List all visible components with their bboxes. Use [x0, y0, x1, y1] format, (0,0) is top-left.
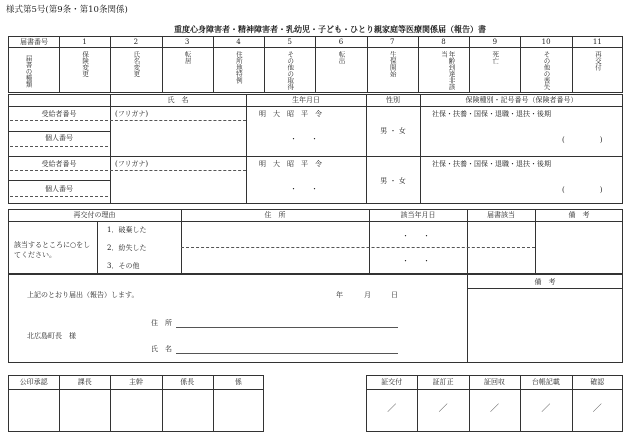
type-number-5: 5: [287, 38, 292, 46]
type-number-10: 10: [541, 38, 551, 46]
reissue-date-dots: ・ ・: [402, 257, 430, 265]
declaration-remarks-header: 備 考: [534, 278, 556, 286]
declaration-text: 上記のとおり届出（報告）します。: [27, 291, 139, 299]
reissue-date-header: 該当年月日: [400, 211, 436, 219]
year-label: 年: [336, 291, 343, 299]
type-option-5[interactable]: その他の取得: [286, 51, 295, 90]
processing-0: 証交付: [381, 378, 403, 386]
insurer-number-paren: ( ): [562, 186, 603, 194]
reissue-reason-2: 2．紛失した: [107, 244, 147, 252]
addressee: 北広島町長 様: [27, 332, 76, 340]
reissue-reason-3: 3．その他: [107, 262, 140, 270]
day-label: 日: [391, 291, 398, 299]
type-option-10[interactable]: その他の喪失: [542, 51, 551, 90]
processing-2: 証回収: [483, 378, 505, 386]
type-number-3: 3: [184, 38, 190, 46]
personal-number-label: 個人番号: [45, 134, 73, 142]
reissue-form-header: 届書該当: [487, 211, 515, 219]
type-table-header: 届書番号: [20, 38, 48, 46]
processing-slash-4: ／: [592, 404, 602, 414]
insurance-types: 社保・扶養・国保・退職・退扶・後期: [432, 110, 551, 118]
insurance-types: 社保・扶養・国保・退職・退扶・後期: [432, 160, 551, 168]
birth-date-dots: ・ ・: [290, 135, 318, 143]
sex-options: 男 ・ 女: [380, 127, 406, 135]
processing-slash-1: ／: [438, 404, 448, 414]
type-number-7: 7: [390, 38, 395, 46]
era-options: 明 大 昭 平 令: [259, 160, 322, 168]
type-number-8: 8: [441, 38, 446, 46]
applicant-address-line[interactable]: [176, 327, 398, 328]
applicant-name-line[interactable]: [176, 353, 398, 354]
type-option-3[interactable]: 転居: [183, 51, 192, 64]
form-label: 様式第5号(第9条・第10条関係): [6, 5, 128, 15]
recipient-number-label: 受給者番号: [41, 160, 77, 168]
processing-1: 証訂正: [432, 378, 454, 386]
applicant-name-label: 氏 名: [151, 345, 172, 353]
era-options: 明 大 昭 平 令: [259, 110, 322, 118]
header-birth: 生年月日: [292, 96, 320, 104]
type-option-9[interactable]: 死亡: [491, 51, 500, 64]
processing-slash-0: ／: [387, 404, 397, 414]
processing-slash-3: ／: [541, 404, 551, 414]
type-option-4[interactable]: 住所地特例: [234, 51, 243, 84]
approval-0: 公印承認: [19, 378, 48, 386]
insurer-number-paren: ( ): [562, 136, 603, 144]
reissue-remarks-header: 備 考: [568, 211, 590, 219]
header-sex: 性別: [386, 96, 400, 104]
reissue-date-dots: ・ ・: [402, 232, 430, 240]
processing-4: 確認: [590, 378, 605, 386]
personal-number-label: 個人番号: [45, 185, 73, 193]
type-option-6[interactable]: 転出: [337, 51, 346, 64]
approval-2: 主幹: [128, 378, 143, 386]
reissue-reason-1: 1．破棄した: [107, 226, 147, 234]
type-option-11[interactable]: 再交付: [593, 51, 602, 71]
header-name: 氏 名: [167, 96, 189, 104]
type-label: 届書の種類: [24, 55, 33, 88]
type-option-1[interactable]: 保険変更: [81, 51, 90, 77]
type-number-11: 11: [592, 38, 602, 46]
approval-1: 課長: [77, 378, 92, 386]
type-number-4: 4: [236, 38, 241, 46]
reissue-address-header: 住 所: [264, 211, 286, 219]
header-insurance: 保険種別・記号番号（保険者番号）: [465, 96, 578, 104]
sex-options: 男 ・ 女: [380, 177, 406, 185]
type-option-7[interactable]: 生保開始: [388, 51, 397, 77]
reissue-instruction: 該当するところに○をしてください。: [14, 241, 91, 259]
furigana-label: (フリガナ): [115, 160, 149, 168]
birth-date-dots: ・ ・: [290, 185, 318, 193]
reissue-reason-header: 再交付の理由: [73, 211, 116, 219]
type-number-6: 6: [338, 38, 344, 46]
applicant-address-label: 住 所: [151, 319, 172, 327]
recipient-number-label: 受給者番号: [41, 110, 77, 118]
furigana-label: (フリガナ): [115, 110, 149, 118]
processing-slash-2: ／: [489, 404, 499, 414]
type-number-2: 2: [133, 38, 139, 46]
type-number-9: 9: [492, 38, 498, 46]
type-option-8[interactable]: 年齢到達非該当: [440, 51, 456, 90]
approval-4: 係: [234, 378, 242, 386]
approval-3: 係長: [180, 378, 195, 386]
processing-3: 台帳記載: [531, 378, 560, 386]
page-title: 重度心身障害者・精神障害者・乳幼児・子ども・ひとり親家庭等医療関係届（報告）書: [174, 24, 486, 34]
type-number-1: 1: [82, 38, 87, 46]
month-label: 月: [364, 291, 371, 299]
type-option-2[interactable]: 氏名変更: [132, 51, 141, 77]
